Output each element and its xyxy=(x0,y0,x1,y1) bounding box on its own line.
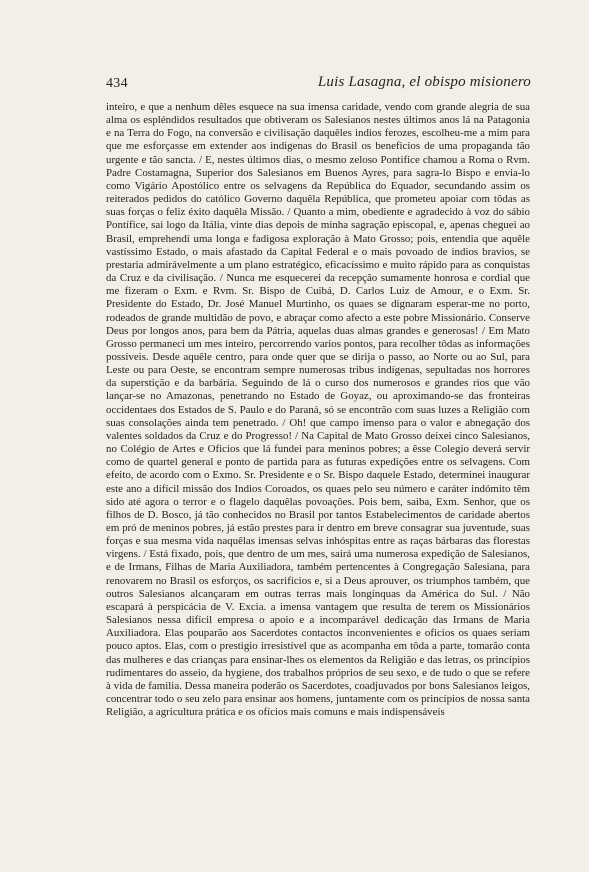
page-number: 434 xyxy=(106,76,128,91)
body-paragraph: inteiro, e que a nenhum dêles esquece na sua imensa caridade, vendo com grande alegria de sua alma os espléndidos resultados que obtiveram os Salesianos nestes últimos anos lá na Patagonia e na Terra do Fogo, na conversão e civilisação daquêles indios ferozes, escolheu-me a mim para que me esforçasse em extender aos indigenas do Brasil os beneficios de uma propaganda tão urgente e tão sancta. / E, nestes últimos dias, o mesmo zeloso Pontifice chamou a Roma o Rvm. Padre Costamagna, Superior dos Salesianos em Buenos Ayres, para sagra-lo Bispo e envia-lo como Vigário Apostólico entre os selvagens da República do Equador, secundando assim os reiterados pedidos do católico Governo daquêla República, que prometeu apoiar com tôdas as suas forças o feliz éxito daquêla Missão. / Quanto a mim, obediente e agradecido à voz do sábio Pontífice, sai logo da Itália, vinte dias depois de minha sagração episcopal, e, apenas cheguei ao Brasil, emprehendí uma longa e fadigosa exploração à Mato Grosso; pois, entendia que aquêle vastíssimo Estado, o mais afastado da Capital Federal e o mais povoado de indios bravios, se prestaria admirávelmente a um plano estratégico, eficacíssimo e muito rápido para as conquistas da Cruz e da civilisação. / Nunca me esquecerei da recepção sumamente honrosa e cordial que me fizeram o Exm. e Rvm. Sr. Bispo de Cuibá, D. Carlos Luiz de Amour, e o Exm. Sr. Presidente do Estado, Dr. José Manuel Murtinho, os quaes se dignaram esperar-me no porto, rodeados de grande multidão de povo, e abraçar como afecto a este pobre Missionário. Conserve Deus por longos anos, para bem da Pátria, aquelas duas almas grandes e generosas! / Em Mato Grosso permaneci um mes inteiro, percorrendo varios pontos, para recolher tôdas as informações possíveis. Desde aquêle centro, para onde quer que se dirija o passo, ao Norte ou ao Sul, para Leste ou para Oeste, se encontram sempre numerosas tribus indígenas, sepultadas nos horrores da superstição e da barbária. Seguindo de lá o curso dos numerosos e grandes rios que vão lançar-se no Amazonas, penetrando no Estado de Goyaz, ou aproximando-se das fronteiras occidentaes dos Estados de S. Paulo e do Paraná, só se encontrão com suas luzes a Religião com suas consolações ainda tem penetrado. / Oh! que campo imenso para o valor e abnegação dos valentes soldados da Cruz e do Progresso! / Na Capital de Mato Grosso deixei cinco Salesianos, no Colégio de Artes e Oficios que lá fundei para meninos pobres; a êsse Colegio deverá servir como de quartel general e ponto de partida para as futuras expedições entre os selvagens. Com efeito, de acordo com o Exmo. Sr. Presidente e o Sr. Bispo daquele Estado, determinei inaugurar este ano a difícil missão dos Indios Coroados, os quaes pelo seu número e caráter indómito têm sido até agora o terror e o flagelo daquêlas povoações. Pois bem, saiba, Exm. Senhor, que os filhos de D. Bosco, já tão conhecidos no Brasil por tantos Estabelecimentos de caridade abertos em pró de meninos pobres, já estão prestes para ir dentro em breve consagrar sua juventude, suas forças e sua mesma vida naquêlas imensas selvas inhóspitas entre as raças bárbaras das florestas virgens. / Está fixado, pois, que dentro de um mes, sairá uma numerosa expedição de Salesianos, e de Irmans, Filhas de Maria Auxiliadora, também pertencentes à Congregação Salesiana, para renovarem no Brasil os esforços, os sacrificios e, si a Deus aprouver, os triumphos também, que outros Salesianos alcançaram em outras terras mais longínquas da América do Sul. / Não escapará à perspicácia de V. Excia. a imensa vantagem que resulta de terem os Missionários Salesianos nessa difícil empresa o apoio e a incomparável dedicação das Irmans de Maria Auxiliadora. Elas pouparão aos Sacerdotes contactos inconvenientes e oficios os quaes seriam pouco aptos. Elas, com o prestigio irresistível que as acompanha em tôda a parte, tomarão conta das mulheres e das crianças para ensinar-lhes os elementos da Religião e das letras, os princípios rudimentares do asseio, da hygiene, dos trabalhos próprios de seu sexo, e de tudo o que se refere à vida de familia. Dessa maneira poderão os Sacerdotes, coadjuvados por bons Salesianos leigos, concentrar todo o seu zelo para ensinar aos homens, juntamente com os princípios de nossa santa Religião, a agricultura prática e os ofícios mais comuns e mais indispensáveis xyxy=(106,101,530,719)
body-text xyxy=(106,101,530,719)
running-title: Luis Lasagna, el obispo misionero xyxy=(317,74,531,90)
